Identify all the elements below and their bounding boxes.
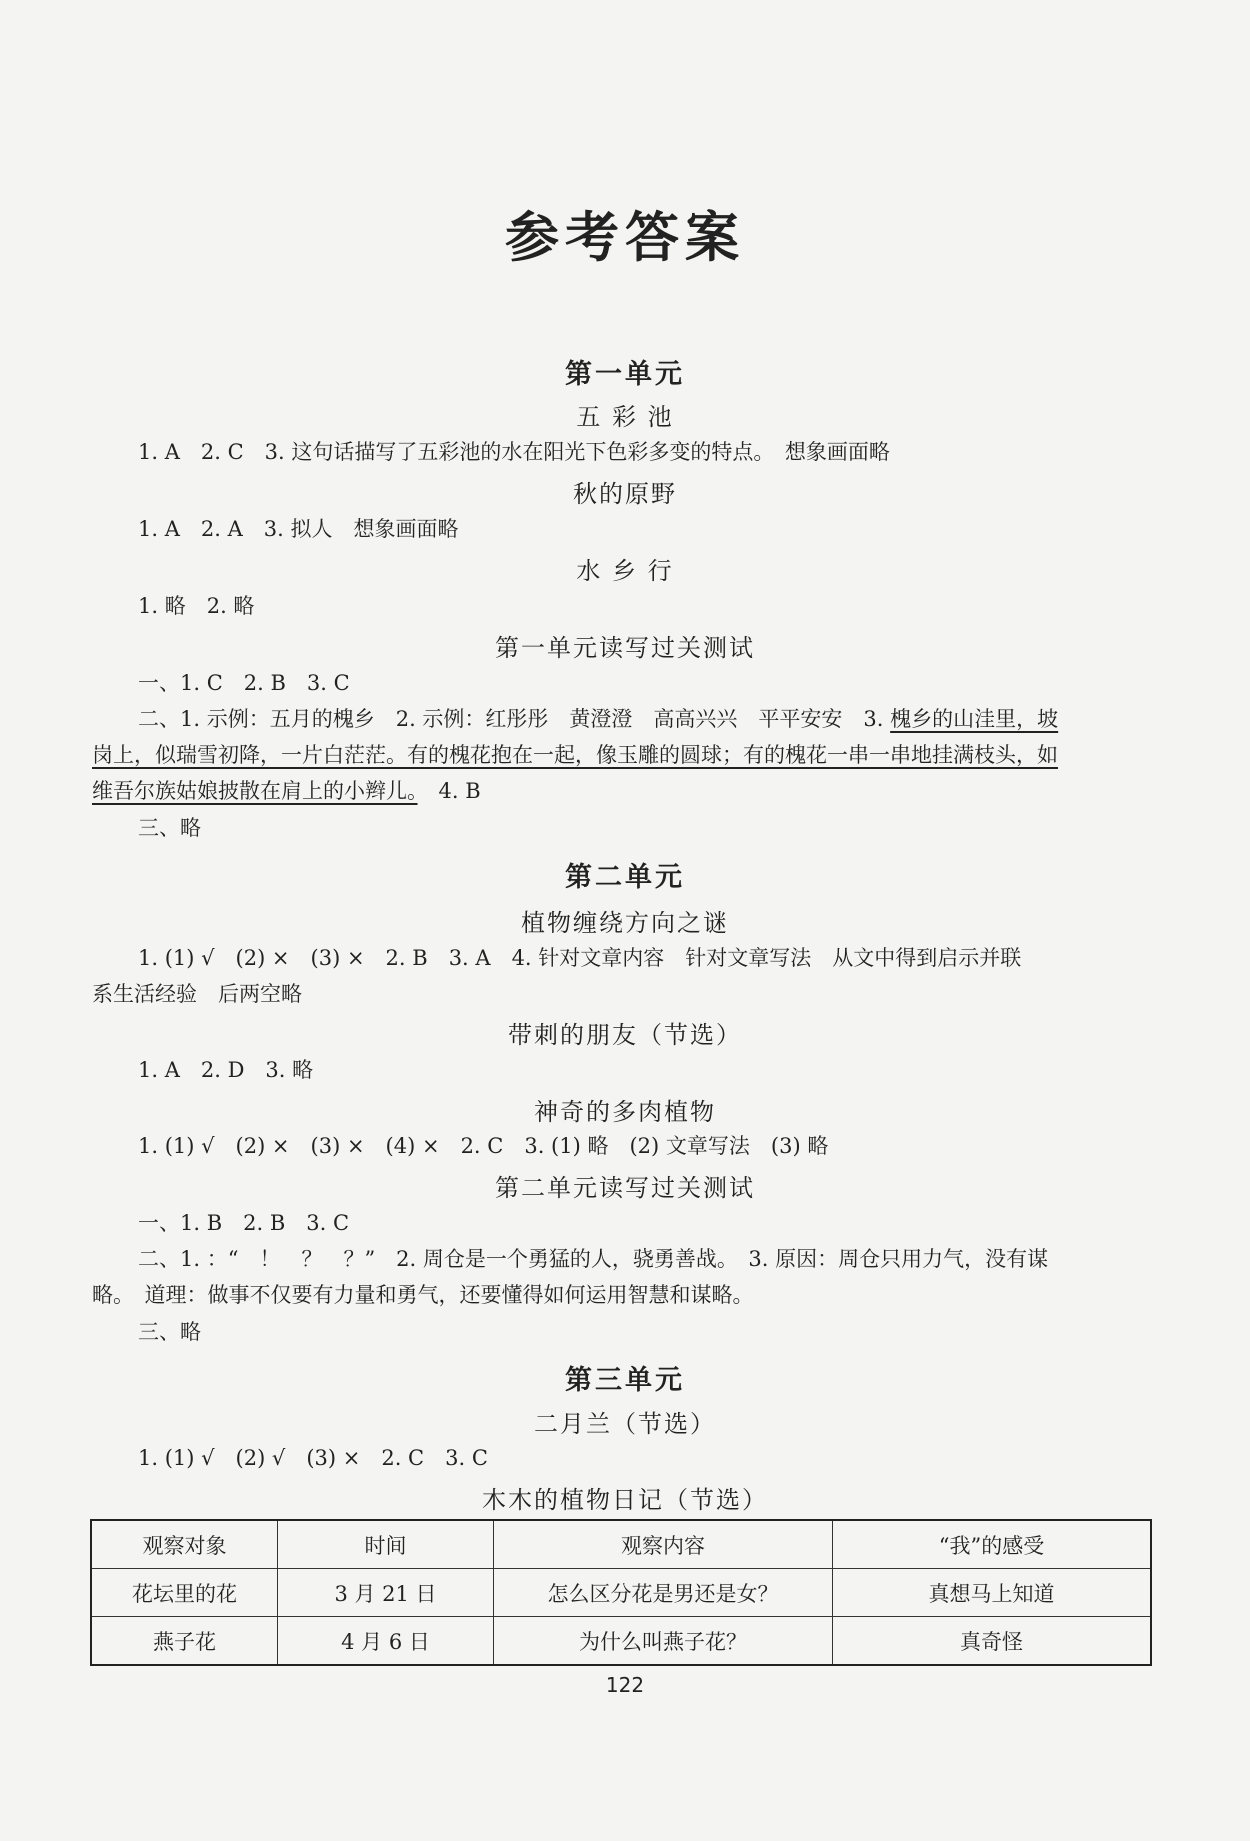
unit-2-title: 第二单元 <box>565 862 685 893</box>
unit-1-test-title: 第一单元读写过关测试 <box>495 634 755 662</box>
lesson-duorou-title: 神奇的多肉植物 <box>534 1098 716 1126</box>
unit-2-test-title: 第二单元读写过关测试 <box>495 1174 755 1202</box>
unit-2-test-part-3: 三、略 <box>138 1320 201 1344</box>
lesson-mumu-title: 木木的植物日记（节选） <box>482 1486 768 1514</box>
unit-1-test-part-2-line-3 <box>92 773 481 809</box>
unit-1-test-part-3: 三、略 <box>138 816 201 840</box>
lesson-shuixiangxing-title: 水 乡 行 <box>576 557 674 585</box>
unit-2-test-part-2-line-1: 二、1. ：“ ！ ？ ？” 2. 周仓是一个勇猛的人，骁勇善战。 3. 原因：周仓只用力气，没有谋 <box>138 1247 1049 1271</box>
lesson-qiudeyuanye-title: 秋的原野 <box>573 480 677 508</box>
page-number: 122 <box>605 1673 645 1697</box>
unit-1-test-part-2-tail: 4. B <box>417 779 481 803</box>
lesson-qiudeyuanye-answer: 1. A 2. A 3. 拟人 想象画面略 <box>138 517 459 541</box>
lesson-chanrao-title: 植物缠绕方向之谜 <box>521 909 729 937</box>
lesson-chanrao-answer-line-1: 1. (1) √ (2) × (3) × 2. B 3. A 4. 针对文章内容 针对文章写法 从文中得到启示并联 <box>138 946 1022 970</box>
observation-table <box>90 1519 1152 1666</box>
table-cell: 真想马上知道 <box>833 1569 1152 1617</box>
table-cell: 4 月 6 日 <box>278 1617 494 1666</box>
lesson-wucaichi-title: 五 彩 池 <box>576 403 674 431</box>
unit-2-test-part-1: 一、1. B 2. B 3. C <box>138 1211 350 1235</box>
lesson-shuixiangxing-answer: 1. 略 2. 略 <box>138 594 255 618</box>
unit-2-test-part-2-line-2: 略。 道理：做事不仅要有力量和勇气，还要懂得如何运用智慧和谋略。 <box>92 1283 754 1307</box>
table-header-row <box>91 1520 1151 1569</box>
lesson-wucaichi-answer: 1. A 2. C 3. 这句话描写了五彩池的水在阳光下色彩多变的特点。 想象画面略 <box>138 440 890 464</box>
table-cell: 燕子花 <box>91 1617 278 1666</box>
table-header-cell: 观察对象 <box>91 1520 278 1569</box>
unit-1-test-part-2-line-1 <box>138 701 1058 737</box>
table-row <box>91 1569 1151 1617</box>
unit-1-test-part-1: 一、1. C 2. B 3. C <box>138 671 350 695</box>
table-cell: 真奇怪 <box>833 1617 1152 1666</box>
unit-1-test-part-2-line-2: 岗上，似瑞雪初降，一片白茫茫。有的槐花抱在一起，像玉雕的圆球；有的槐花一串一串地挂满枝头，如 <box>92 743 1058 767</box>
underlined-answer: 槐乡的山洼里，坡 <box>890 707 1059 731</box>
unit-3-title: 第三单元 <box>565 1365 685 1396</box>
table-cell: 怎么区分花是男还是女？ <box>494 1569 833 1617</box>
page-title: 参考答案 <box>505 206 745 269</box>
unit-1-test-part-2-text: 二、1. 示例：五月的槐乡 2. 示例：红彤彤 黄澄澄 高高兴兴 平平安安 3. <box>138 707 891 731</box>
underlined-answer-end: 维吾尔族姑娘披散在肩上的小辫儿。 <box>92 779 418 803</box>
table-header-cell: 时间 <box>278 1520 494 1569</box>
lesson-eryuelan-answer: 1. (1) √ (2) √ (3) × 2. C 3. C <box>138 1446 488 1470</box>
table-cell: 为什么叫燕子花？ <box>494 1617 833 1666</box>
lesson-eryuelan-title: 二月兰（节选） <box>534 1410 716 1438</box>
lesson-daici-title: 带刺的朋友（节选） <box>508 1021 742 1049</box>
lesson-daici-answer: 1. A 2. D 3. 略 <box>138 1058 314 1082</box>
table-cell: 3 月 21 日 <box>278 1569 494 1617</box>
table-header-cell: “我”的感受 <box>833 1520 1152 1569</box>
lesson-duorou-answer: 1. (1) √ (2) × (3) × (4) × 2. C 3. (1) 略 (2) 文章写法 (3) 略 <box>138 1134 829 1158</box>
table-header-cell: 观察内容 <box>494 1520 833 1569</box>
table-row <box>91 1617 1151 1666</box>
lesson-chanrao-answer-line-2: 系生活经验 后两空略 <box>92 982 302 1006</box>
table-cell: 花坛里的花 <box>91 1569 278 1617</box>
unit-1-title: 第一单元 <box>565 359 685 390</box>
